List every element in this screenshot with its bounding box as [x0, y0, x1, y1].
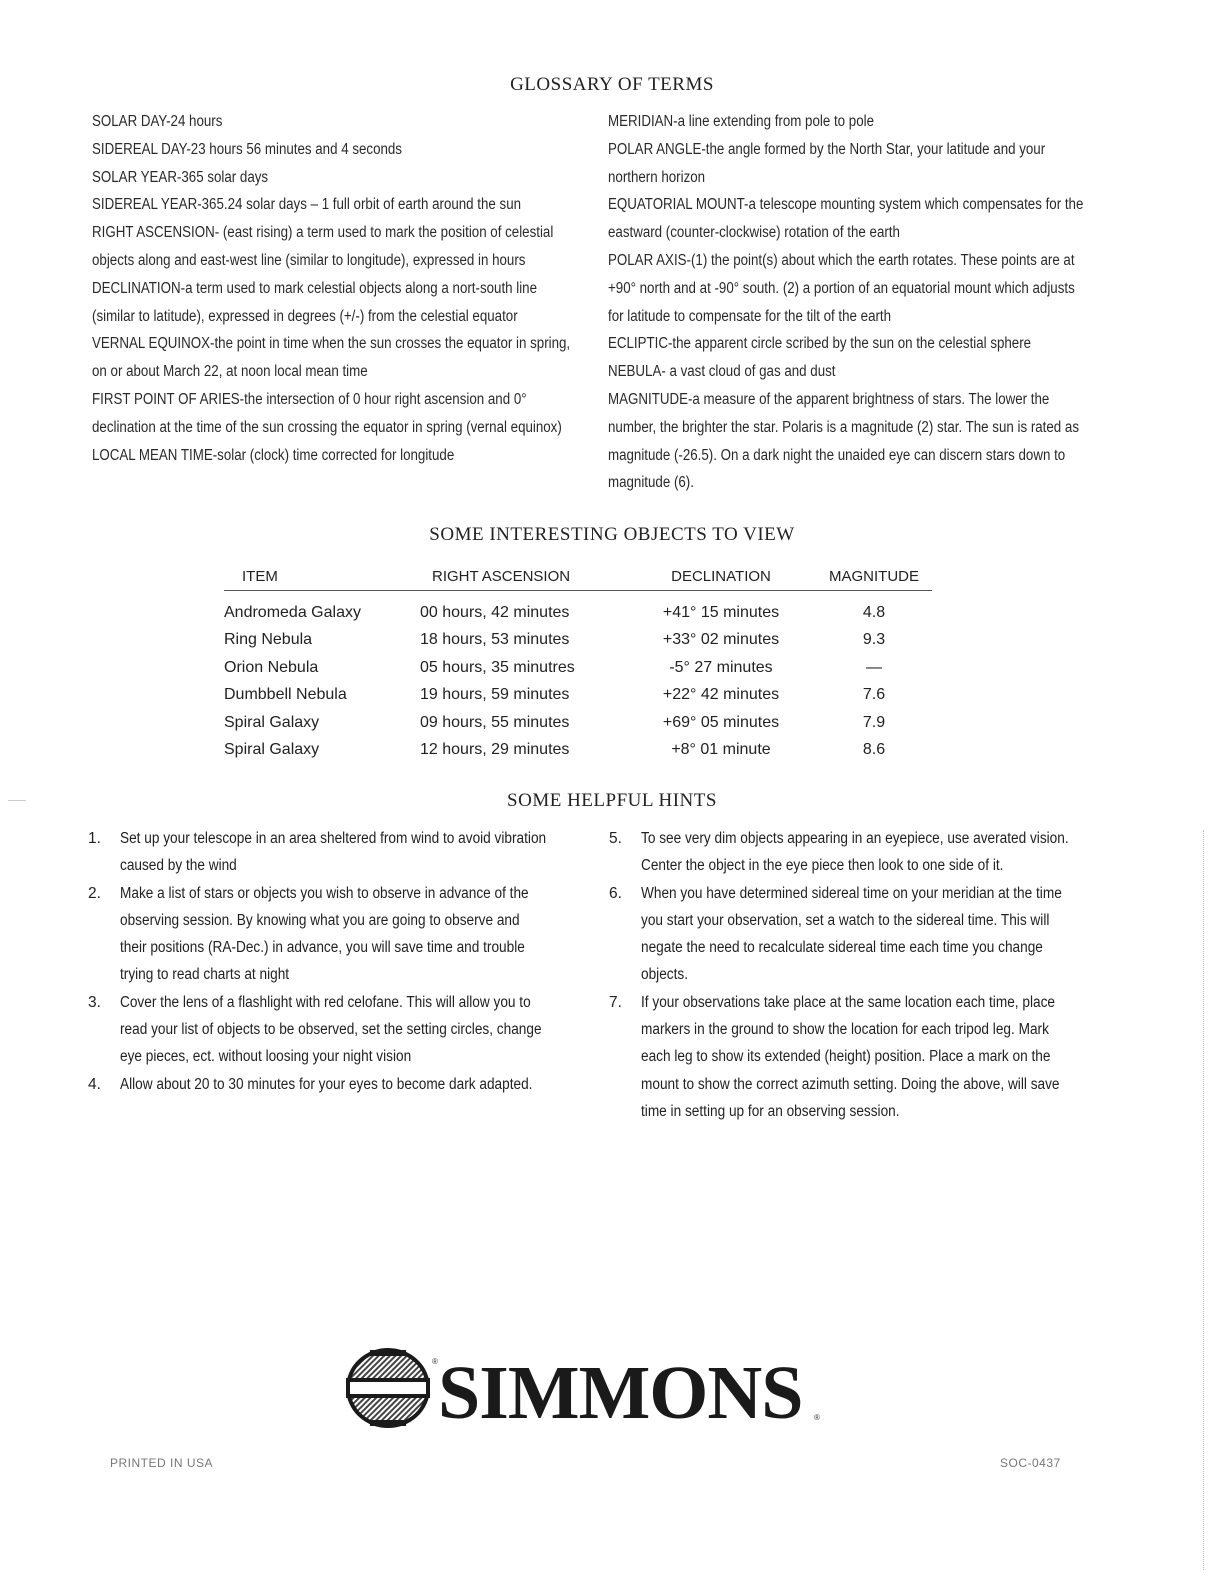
dec-cell: +22° 42 minutes	[662, 686, 780, 704]
scan-mark-divider	[8, 800, 26, 801]
hint-number: 5.	[609, 830, 622, 847]
hint-item	[609, 825, 1129, 880]
dec-cell: +8° 01 minute	[671, 741, 771, 759]
table-row	[224, 737, 932, 765]
hint-text: To see very dim objects appearing in an eyepiece, use averated vision. Center the object in the eye piece then look to one side of it.	[641, 830, 1069, 875]
hint-text: When you have determined sidereal time on your meridian at the time you start your observation, set a watch to the sidereal time. This will negate the need to recalculate sidereal time each time you change objects.	[641, 884, 1062, 984]
hint-item	[88, 825, 608, 880]
printed-in-label: PRINTED IN USA	[110, 1456, 214, 1470]
magnitude-cell: 7.6	[862, 686, 886, 704]
magnitude-cell: 7.9	[862, 713, 886, 731]
table-row	[224, 682, 932, 710]
glossary-term: SIDEREAL YEAR-365.24 solar days – 1 full orbit of earth around the sun	[92, 196, 522, 214]
item-cell: Dumbbell Nebula	[224, 686, 347, 704]
ra-cell: 05 hours, 35 minutres	[420, 658, 575, 676]
ra-cell: 09 hours, 55 minutes	[420, 713, 570, 731]
hint-number: 3.	[88, 993, 101, 1011]
glossary-term: ECLIPTIC-the apparent circle scribed by the sun on the celestial sphere	[608, 335, 1032, 353]
hint-text: Cover the lens of a flashlight with red celofane. This will allow you to read your list of objects to be observed, set the setting circles, change eye pieces, ect. without loosing your night vision	[120, 993, 542, 1066]
table-header-row	[224, 562, 932, 591]
hint-number: 4.	[88, 1075, 101, 1093]
table-row	[224, 709, 932, 737]
hint-item	[88, 1071, 608, 1098]
item-cell: Andromeda Galaxy	[224, 603, 361, 621]
ra-cell: 19 hours, 59 minutes	[420, 686, 570, 704]
glossary-right-column	[608, 108, 1090, 497]
hint-item	[88, 989, 608, 1071]
item-cell: Spiral Galaxy	[224, 741, 320, 759]
registered-mark-icon: ®	[814, 1413, 820, 1422]
column-header: DECLINATION	[671, 567, 771, 585]
simmons-logo	[340, 1342, 824, 1432]
glossary-term: SOLAR YEAR-365 solar days	[92, 168, 269, 186]
hints-left-column	[88, 825, 608, 1098]
column-header: MAGNITUDE	[829, 567, 919, 585]
table-row	[224, 654, 932, 682]
magnitude-cell: —	[866, 658, 882, 676]
objects-table	[224, 562, 932, 764]
column-header: ITEM	[242, 567, 278, 585]
hint-item	[609, 880, 1129, 989]
registered-mark-icon: ®	[432, 1357, 438, 1366]
item-cell: Orion Nebula	[224, 658, 319, 676]
glossary-term: RIGHT ASCENSION- (east rising) a term used to mark the position of celestial objects along and east-west line (similar to longitude), expressed in hours	[92, 224, 554, 269]
ra-cell: 18 hours, 53 minutes	[420, 631, 570, 649]
glossary-term: MAGNITUDE-a measure of the apparent brightness of stars. The lower the number, the brighter the star. Polaris is a magnitude (2) star. The sun is rated as magnitude (-26.5). On a dark night the unaided eye can discern stars down to magnitude (6).	[608, 390, 1079, 492]
column-header: RIGHT ASCENSION	[432, 567, 571, 585]
magnitude-cell: 8.6	[862, 741, 886, 759]
hint-text: Make a list of stars or objects you wish to observe in advance of the observing session. By knowing what you are going to observe and their positions (RA-Dec.) in advance, you will save time and trouble trying to read charts at night	[120, 884, 529, 984]
glossary-term: VERNAL EQUINOX-the point in time when the sun crosses the equator in spring, on or about March 22, at noon local mean time	[92, 335, 571, 381]
dec-cell: +41° 15 minutes	[662, 603, 780, 621]
objects-title: SOME INTERESTING OBJECTS TO VIEW	[429, 524, 795, 545]
dec-cell: +69° 05 minutes	[662, 713, 780, 731]
hint-number: 2.	[88, 884, 101, 902]
simmons-emblem-icon	[346, 1348, 430, 1428]
item-cell: Spiral Galaxy	[224, 713, 320, 731]
item-cell: Ring Nebula	[224, 631, 313, 649]
hint-number: 1.	[88, 830, 101, 847]
hint-item	[88, 880, 608, 989]
hints-right-column	[609, 825, 1129, 1125]
hint-text: If your observations take place at the same location each time, place markers in the ground to show the location for each tripod leg. Mark each leg to show its extended (height) position. Place a mark on the mount to show the correct azimuth setting. Doing the above, will save time in setting up for an observing session.	[641, 993, 1060, 1120]
glossary-term: POLAR AXIS-(1) the point(s) about which the earth rotates. These points are at +90° north and at -90° south. (2) a portion of an equatorial mount which adjusts for latitude to compensate for the tilt of the earth	[608, 251, 1075, 325]
glossary-term: FIRST POINT OF ARIES-the intersection of 0 hour right ascension and 0° declination at the time of the sun crossing the equator in spring (vernal equinox)	[92, 390, 562, 436]
glossary-title: GLOSSARY OF TERMS	[510, 74, 714, 95]
hint-text: Set up your telescope in an area sheltered from wind to avoid vibration caused by the wind	[120, 830, 547, 875]
document-code: SOC-0437	[1000, 1456, 1061, 1470]
magnitude-cell: 4.8	[862, 603, 886, 621]
brand-name: SIMMONS	[438, 1351, 803, 1432]
ra-cell: 00 hours, 42 minutes	[420, 603, 570, 621]
ra-cell: 12 hours, 29 minutes	[420, 741, 570, 759]
hint-text: Allow about 20 to 30 minutes for your eyes to become dark adapted.	[120, 1075, 533, 1093]
magnitude-cell: 9.3	[862, 631, 886, 649]
glossary-term: EQUATORIAL MOUNT-a telescope mounting system which compensates for the eastward (counter-clockwise) rotation of the earth	[608, 196, 1084, 242]
hint-item	[609, 989, 1129, 1125]
dec-cell: +33° 02 minutes	[662, 631, 780, 649]
glossary-term: DECLINATION-a term used to mark celestial objects along a nort-south line (similar to latitude), expressed in degrees (+/-) from the celestial equator	[92, 279, 538, 325]
hint-number: 7.	[609, 993, 622, 1011]
table-row	[224, 627, 932, 655]
glossary-left-column	[92, 108, 574, 469]
glossary-term: LOCAL MEAN TIME-solar (clock) time corrected for longitude	[92, 446, 455, 464]
hints-title: SOME HELPFUL HINTS	[507, 790, 717, 811]
hint-number: 6.	[609, 884, 622, 902]
glossary-term: SOLAR DAY-24 hours	[92, 113, 223, 130]
glossary-term: POLAR ANGLE-the angle formed by the North Star, your latitude and your northern horizon	[608, 140, 1046, 186]
scan-edge-divider	[1202, 830, 1204, 1570]
glossary-term: SIDEREAL DAY-23 hours 56 minutes and 4 seconds	[92, 140, 402, 158]
table-row	[224, 599, 932, 627]
glossary-term: NEBULA- a vast cloud of gas and dust	[608, 363, 836, 381]
glossary-term: MERIDIAN-a line extending from pole to pole	[608, 113, 874, 130]
dec-cell: -5° 27 minutes	[669, 658, 773, 676]
